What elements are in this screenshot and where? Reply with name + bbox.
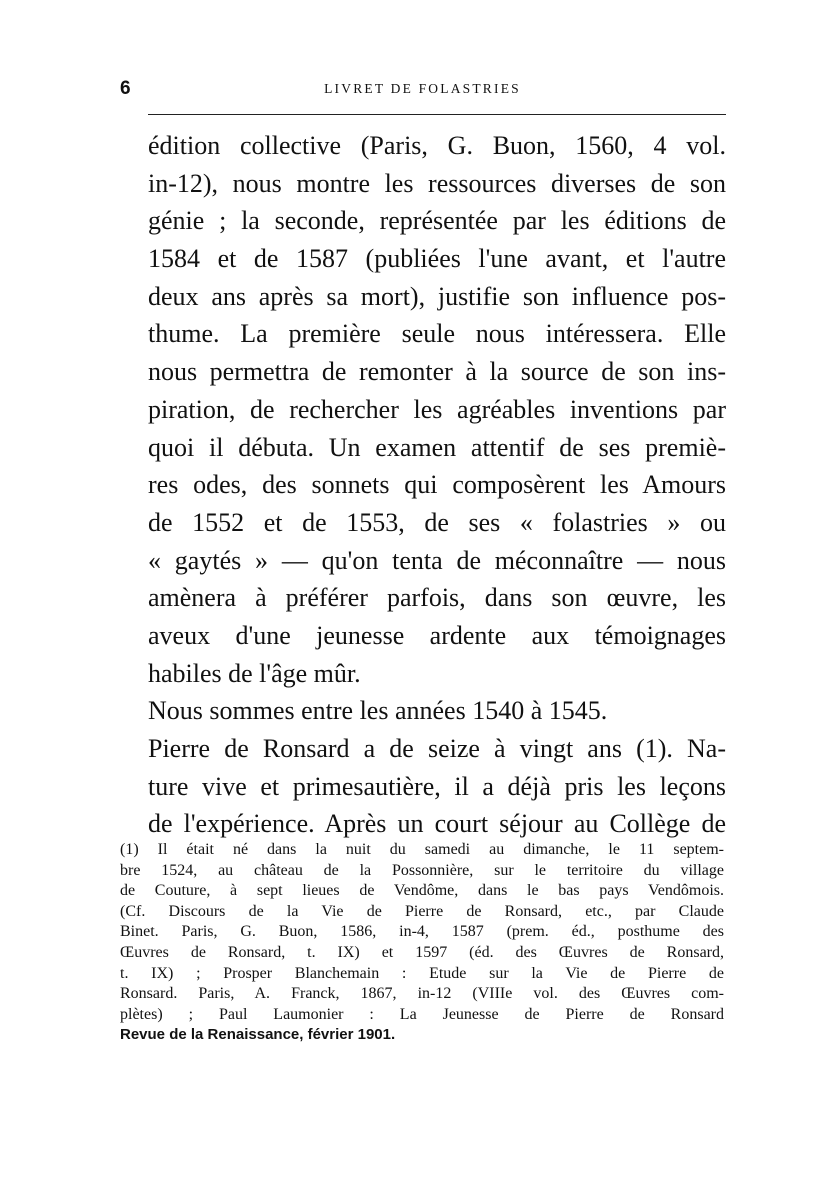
text-line: ture vive et primesautière, il a déjà pris les leçons xyxy=(148,771,726,801)
text-line: res odes, des sonnets qui composèrent les Amours xyxy=(148,470,726,500)
page-number: 6 xyxy=(120,78,131,99)
footnote-line: (1) Il était né dans la nuit du samedi au dimanche, le 11 septem- xyxy=(120,841,724,858)
text-line: Pierre de Ronsard a de seize à vingt ans (1). Na- xyxy=(148,734,726,763)
text-line: quoi il débuta. Un examen attentif de ses premiè- xyxy=(148,432,726,462)
text-line: in-12), nous montre les ressources diverses de son xyxy=(148,168,726,198)
footnote-line: t. IX) ; Prosper Blanchemain : Etude sur la Vie de Pierre de xyxy=(120,964,724,982)
footnote-line: (Cf. Discours de la Vie de Pierre de Ronsard, etc., par Claude xyxy=(120,902,724,920)
footnote-line: Revue de la Renaissance, février 1901. xyxy=(120,1026,396,1044)
paragraph-line: Nous sommes entre les années 1540 à 1545. xyxy=(148,696,608,726)
header-rule xyxy=(148,114,726,115)
main-text xyxy=(148,127,726,843)
running-title: LIVRET DE FOLASTRIES xyxy=(324,81,521,96)
footnote-line: Ronsard. Paris, A. Franck, 1867, in-12 (VIIIe vol. des Œuvres com- xyxy=(120,985,724,1003)
text-line: « gaytés » — qu'on tenta de méconnaître — nous xyxy=(148,545,726,575)
page-header xyxy=(120,78,725,100)
text-line: aveux d'une jeunesse ardente aux témoignages xyxy=(148,620,726,650)
footnote xyxy=(120,840,724,1046)
footnote-line: de Couture, à sept lieues de Vendôme, dans le bas pays Vendômois. xyxy=(120,882,724,900)
text-line: édition collective (Paris, G. Buon, 1560, 4 vol. xyxy=(148,131,726,160)
text-line: génie ; la seconde, représentée par les éditions de xyxy=(148,206,726,236)
text-line: amènera à préférer parfois, dans son œuvre, les xyxy=(148,583,726,613)
text-line: piration, de rechercher les agréables inventions par xyxy=(148,394,726,424)
text-line: de l'expérience. Après un court séjour au Collège de xyxy=(148,809,726,839)
footnote-line: Binet. Paris, G. Buon, 1586, in-4, 1587 (prem. éd., posthume des xyxy=(120,923,724,941)
text-line: nous permettra de remonter à la source de son ins- xyxy=(148,357,726,387)
text-line: de 1552 et de 1553, de ses « folastries » ou xyxy=(148,507,726,537)
footnote-line: plètes) ; Paul Laumonier : La Jeunesse de Pierre de Ronsard xyxy=(120,1005,724,1023)
text-line: deux ans après sa mort), justifie son influence pos- xyxy=(148,281,726,311)
text-line: thume. La première seule nous intéressera. Elle xyxy=(148,319,726,349)
text-line: 1584 et de 1587 (publiées l'une avant, et l'autre xyxy=(148,244,726,274)
text-line: habiles de l'âge mûr. xyxy=(148,658,361,688)
footnote-line: bre 1524, au château de la Possonnière, sur le territoire du village xyxy=(120,861,724,879)
footnote-line: Œuvres de Ronsard, t. IX) et 1597 (éd. des Œuvres de Ronsard, xyxy=(120,943,724,961)
